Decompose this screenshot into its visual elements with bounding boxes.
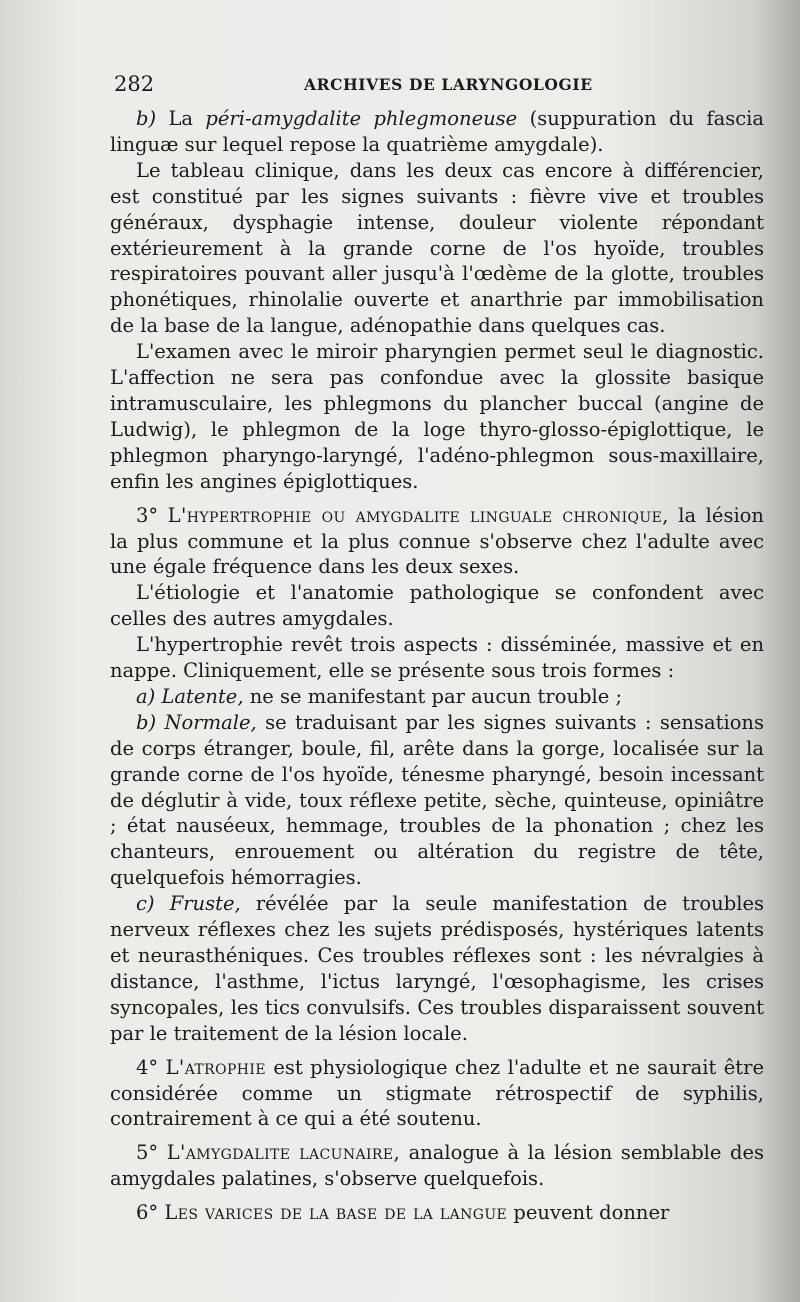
list-marker: c) bbox=[136, 892, 155, 916]
body-text bbox=[110, 106, 764, 1226]
paragraph-peri-amygdalite: b) La péri-amygdalite phlegmoneuse (suppuration du fascia linguæ sur lequel repose la quatrième amygdale). bbox=[110, 107, 764, 156]
section-number: 5° bbox=[136, 1141, 159, 1165]
list-marker: b) bbox=[136, 107, 157, 130]
section-number: 6° bbox=[136, 1201, 159, 1225]
page-number: 282 bbox=[114, 72, 155, 96]
paragraph-form-b: b) Normale, se traduisant par les signes suivants : sensations de corps étranger, boule, fil, arête dans la gorge, localisée sur la grande corne de l'os hyoïde, ténesme pharyngé, besoin incessant de déglutir à vide, toux réflexe petite, sèche, quinteuse, opiniâtre ; état nauséeux, hemmage, troubles de la phonation ; chez les chanteurs, enrouement ou altération du registre de tête, quelquefois hémorragies. bbox=[110, 710, 764, 890]
paragraph-section-3: 3° L'hypertrophie ou amygdalite linguale chronique, la lésion la plus commune et la plus connue s'observe chez l'adulte avec une égale fréquence dans les deux sexes. bbox=[110, 503, 764, 579]
list-marker: a) bbox=[136, 684, 156, 708]
paragraph-form-a: a) Latente, ne se manifestant par aucun trouble ; bbox=[136, 684, 623, 708]
paragraph-section-6: 6° Les varices de la base de la langue peuvent donner bbox=[136, 1201, 670, 1225]
paragraph-tableau-clinique: Le tableau clinique, dans les deux cas encore à différencier, est constitué par les signes suivants : fièvre vive et troubles généraux, dysphagie intense, douleur violente répondant extérieurement à la grande corne de l'os hyoïde, troubles respiratoires pouvant aller jusqu'à l'œdème de la glotte, troubles phonétiques, rhinolalie ouverte et anarthrie par immobilisation de la base de la langue, adénopathie dans quelques cas. bbox=[110, 158, 764, 338]
section-title: Les varices de la base de la langue bbox=[164, 1201, 508, 1225]
paragraph-section-4: 4° L'atrophie est physiologique chez l'adulte et ne saurait être considérée comme un stigmate rétrospectif de syphilis, contrairement à ce qui a été soutenu. bbox=[110, 1055, 764, 1131]
paragraph-section-5: 5° L'amygdalite lacunaire, analogue à la lésion semblable des amygdales palatines, s'observe quelquefois. bbox=[110, 1141, 764, 1191]
paragraph-form-c: c) Fruste, révélée par la seule manifestation de troubles nerveux réflexes chez les sujets prédisposés, hystériques latents et neurasthéniques. Ces troubles réflexes sont : les névralgies à distance, l'asthme, l'ictus laryngé, l'œsophagisme, les crises syncopales, les tics convulsifs. Ces troubles disparaissent souvent par le traitement de la lésion locale. bbox=[110, 892, 764, 1045]
section-title: L'atrophie bbox=[165, 1055, 266, 1079]
section-number: 4° bbox=[136, 1055, 159, 1079]
running-title: ARCHIVES DE LARYNGOLOGIE bbox=[304, 75, 593, 94]
section-number: 3° bbox=[136, 503, 159, 527]
paragraph-etiologie: L'étiologie et l'anatomie pathologique se confondent avec celles des autres amygdales. bbox=[110, 581, 764, 631]
paragraph-examen: L'examen avec le miroir pharyngien permet seul le diagnostic. L'affection ne sera pas confondue avec la glossite basique intramusculaire, les phlegmons du plancher buccal (angine de Ludwig), le phlegmon de la loge thyro-glosso-épiglottique, le phlegmon pharyngo-laryngé, l'adéno-phlegmon sous-maxillaire, enfin les angines épiglottiques. bbox=[110, 340, 764, 493]
section-title: L'hypertrophie ou amygdalite linguale chronique, bbox=[167, 503, 669, 527]
list-marker: b) bbox=[136, 710, 157, 734]
section-title: L'amygdalite lacunaire, bbox=[166, 1141, 401, 1165]
paragraph-aspects: L'hypertrophie revêt trois aspects : disséminée, massive et en nappe. Cliniquement, elle se présente sous trois formes : bbox=[110, 633, 764, 683]
emphasis-term: Fruste, bbox=[169, 892, 241, 916]
emphasis-term: Latente, bbox=[161, 684, 244, 708]
emphasis-term: Normale, bbox=[164, 710, 257, 734]
page-header bbox=[114, 72, 770, 100]
emphasis-term: péri-amygdalite phlegmoneuse bbox=[205, 107, 518, 130]
